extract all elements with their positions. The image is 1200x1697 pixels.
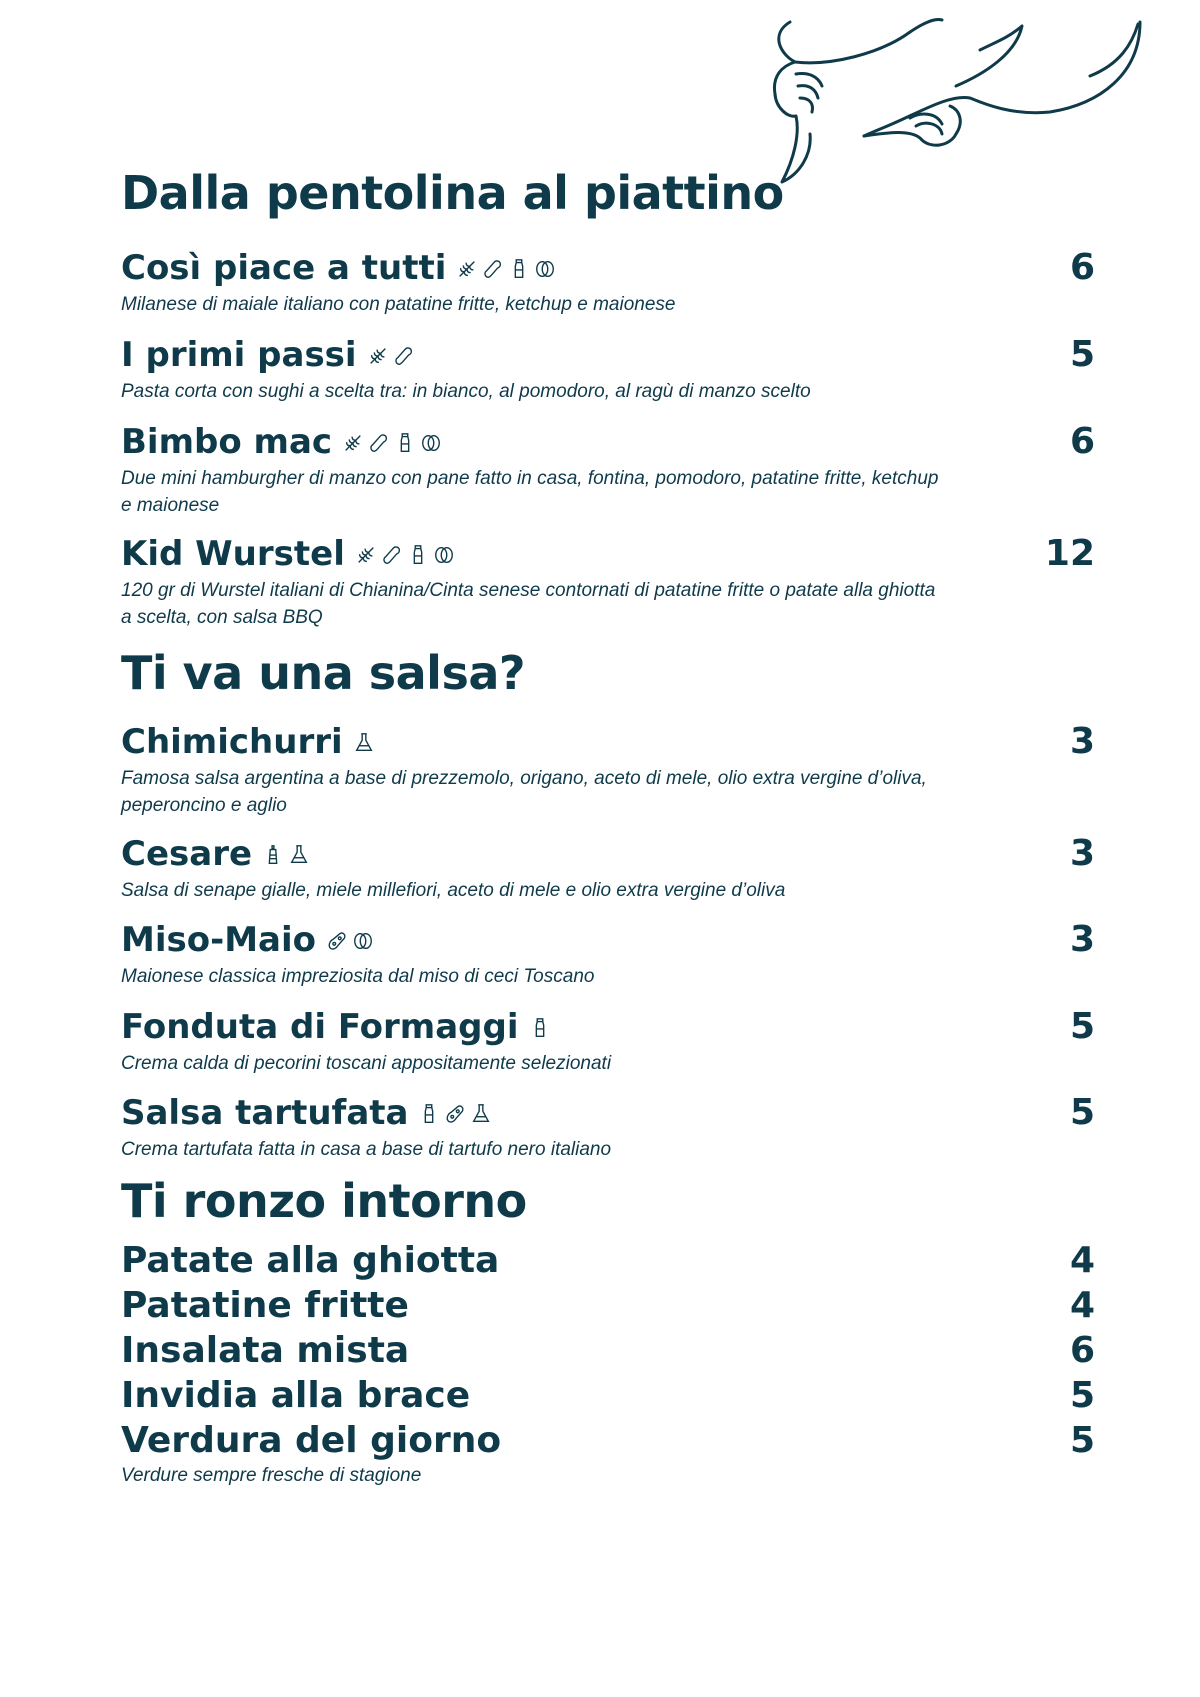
side-dish-row (121, 1377, 1095, 1415)
peanut-icon (381, 543, 403, 567)
item-description: Salsa di senape gialle, miele millefiori, aceto di mele e olio extra vergine d’oliva (121, 879, 786, 901)
item-price: 3 (1069, 919, 1095, 960)
egg-icon (352, 929, 374, 953)
item-price: 6 (1069, 1330, 1095, 1371)
menu-item (121, 1092, 1095, 1163)
wheat-icon (355, 543, 377, 567)
item-price: 5 (1069, 1375, 1095, 1416)
item-description: Milanese di maiale italiano con patatine fritte, ketchup e maionese (121, 293, 676, 315)
item-price: 3 (1069, 833, 1095, 874)
milk-bottle-icon (529, 1016, 551, 1040)
mustard-bottle-icon (262, 843, 284, 867)
milk-bottle-icon (407, 543, 429, 567)
wheat-icon (342, 431, 364, 455)
item-description: Maionese classica impreziosita dal miso di ceci Toscano (121, 965, 595, 987)
peanut-icon (368, 431, 390, 455)
egg-icon (534, 257, 556, 281)
item-price: 12 (1044, 533, 1095, 574)
item-name: I primi passi (121, 335, 357, 375)
menu-item (121, 533, 1095, 631)
item-price: 5 (1069, 334, 1095, 375)
item-name: Cesare (121, 834, 253, 874)
item-description: Crema tartufata fatta in casa a base di tartufo nero italiano (121, 1138, 612, 1160)
side-dish-row (121, 1242, 1095, 1280)
section-title: Dalla pentolina al piattino (121, 166, 784, 220)
item-name: Bimbo mac (121, 422, 333, 462)
flask-icon (353, 731, 375, 755)
menu-item (121, 421, 1095, 519)
item-name: Fonduta di Formaggi (121, 1007, 519, 1047)
item-name: Patate alla ghiotta (121, 1240, 500, 1281)
item-name: Patatine fritte (121, 1285, 409, 1326)
side-dish-row (121, 1287, 1095, 1325)
item-name: Verdura del giorno (121, 1420, 502, 1461)
item-description: Famosa salsa argentina a base di prezzemolo, origano, aceto di mele, olio extra vergine d’oliva, peperoncino e aglio (121, 767, 927, 816)
item-price: 3 (1069, 721, 1095, 762)
item-price: 4 (1069, 1240, 1095, 1281)
item-price: 5 (1069, 1420, 1095, 1461)
menu-item (121, 919, 1095, 990)
flask-icon (470, 1102, 492, 1126)
milk-bottle-icon (394, 431, 416, 455)
item-price: 5 (1069, 1006, 1095, 1047)
menu-item (121, 247, 1095, 318)
section-title: Ti ronzo intorno (121, 1174, 527, 1228)
item-description: 120 gr di Wurstel italiani di Chianina/Cinta senese contornati di patatine fritte o patate alla ghiotta a scelta, con salsa BBQ (121, 579, 936, 628)
item-description: Verdure sempre fresche di stagione (121, 1465, 422, 1486)
menu-item (121, 721, 1095, 819)
item-price: 4 (1069, 1285, 1095, 1326)
item-name: Kid Wurstel (121, 534, 345, 574)
item-description: Due mini hamburgher di manzo con pane fatto in casa, fontina, pomodoro, patatine fritte, ketchup e maionese (121, 467, 939, 516)
item-name: Miso-Maio (121, 920, 316, 960)
item-description: Pasta corta con sughi a scelta tra: in bianco, al pomodoro, al ragù di manzo scelto (121, 380, 811, 402)
menu-item (121, 833, 1095, 904)
section-title: Ti va una salsa? (121, 646, 526, 700)
item-name: Salsa tartufata (121, 1093, 409, 1133)
item-description: Crema calda di pecorini toscani appositamente selezionati (121, 1052, 612, 1074)
wheat-icon (456, 257, 478, 281)
item-name: Insalata mista (121, 1330, 410, 1371)
egg-icon (420, 431, 442, 455)
side-dish-row (121, 1422, 1095, 1460)
soy-icon (444, 1102, 466, 1126)
item-price: 6 (1069, 421, 1095, 462)
item-price: 6 (1069, 247, 1095, 288)
side-dish-row (121, 1332, 1095, 1370)
flask-icon (288, 843, 310, 867)
peanut-icon (393, 344, 415, 368)
peanut-icon (482, 257, 504, 281)
item-price: 5 (1069, 1092, 1095, 1133)
menu-item (121, 1006, 1095, 1077)
wheat-icon (367, 344, 389, 368)
item-name: Così piace a tutti (121, 248, 447, 288)
pointing-hands-illustration (760, 14, 1200, 194)
item-name: Chimichurri (121, 722, 343, 762)
menu-item (121, 334, 1095, 405)
egg-icon (433, 543, 455, 567)
milk-bottle-icon (418, 1102, 440, 1126)
item-name: Invidia alla brace (121, 1375, 471, 1416)
soy-icon (326, 929, 348, 953)
milk-bottle-icon (508, 257, 530, 281)
